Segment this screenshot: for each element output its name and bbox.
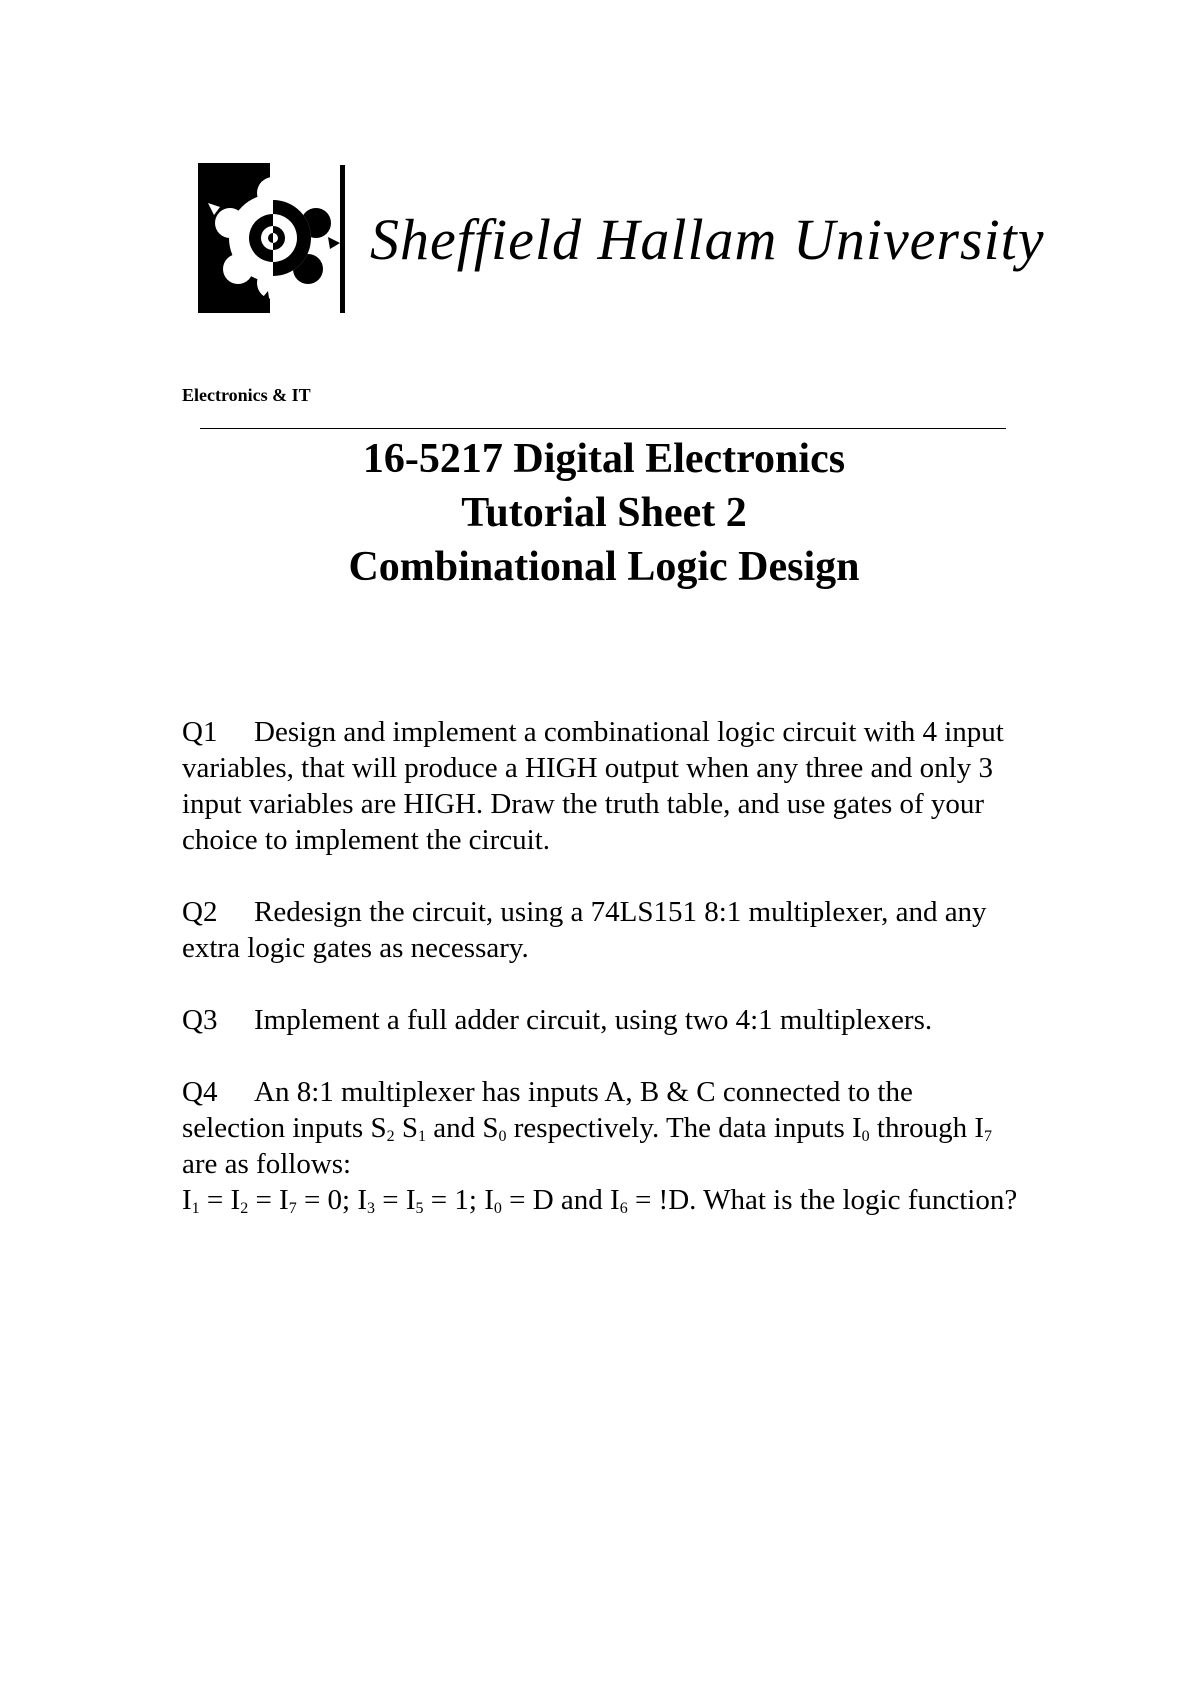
question-number: Q4 — [182, 1076, 218, 1108]
institution-name: Sheffield Hallam University — [370, 207, 1045, 272]
question-2 — [182, 894, 1022, 966]
question-4 — [182, 1074, 1022, 1218]
sheet-title: Tutorial Sheet 2 — [461, 490, 747, 536]
header-rule — [200, 428, 1006, 429]
question-text: Implement a full adder circuit, using two 4:1 multiplexers. — [254, 1004, 933, 1036]
question-number: Q2 — [182, 896, 218, 928]
topic-title: Combinational Logic Design — [348, 544, 860, 590]
question-text: Design and implement a combinational logic circuit with 4 input variables, that will produce a HIGH output when any three and only 3 input variables are HIGH. Draw the truth table, and use gates of your choice to implement the circuit. — [182, 716, 1004, 856]
course-title: 16-5217 Digital Electronics — [362, 436, 846, 482]
question-text: An 8:1 multiplexer has inputs A, B & C connected to the selection inputs $S_2$ $S_1$ and $S_0$ respectively. The data inputs $I_0$ through $I_7$ are as follows: $I_1 = I_2 = I_7 = 0$; $I_3 = I_5 = 1$; $I_0 = D$ and $I_6 = !D$. What is the logic function? — [182, 1076, 1018, 1217]
question-text: Redesign the circuit, using a 74LS151 8:1 multiplexer, and any extra logic gates as necessary. — [182, 896, 987, 964]
question-1 — [182, 714, 1022, 858]
document-title — [0, 432, 1200, 594]
department-label: Electronics & IT — [182, 385, 311, 405]
rose-emblem-icon — [198, 163, 348, 313]
question-number: Q1 — [182, 716, 218, 748]
question-list — [182, 714, 1022, 1254]
logo-divider — [340, 165, 345, 313]
question-number: Q3 — [182, 1004, 218, 1036]
question-3 — [182, 1002, 1022, 1038]
